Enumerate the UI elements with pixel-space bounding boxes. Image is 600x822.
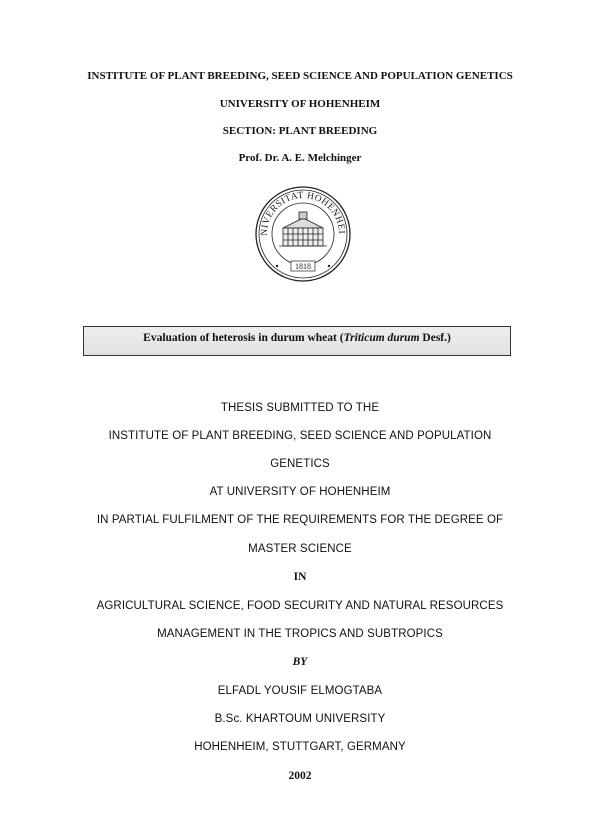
header-institute: INSTITUTE OF PLANT BREEDING, SEED SCIENCE AND POPULATION GENETICS	[87, 70, 513, 82]
header-professor: Prof. Dr. A. E. Melchinger	[238, 152, 362, 164]
thesis-title-species: Triticum durum	[343, 332, 420, 344]
submission-line-3: GENETICS	[270, 458, 330, 470]
submission-line-7: AGRICULTURAL SCIENCE, FOOD SECURITY AND NATURAL RESOURCES	[96, 600, 504, 612]
university-seal-icon	[253, 184, 353, 284]
submission-line-8: MANAGEMENT IN THE TROPICS AND SUBTROPICS	[157, 628, 443, 640]
header-section: SECTION: PLANT BREEDING	[222, 125, 378, 137]
seal-year: 1818	[295, 262, 311, 271]
submission-line-2: INSTITUTE OF PLANT BREEDING, SEED SCIENCE AND POPULATION	[108, 430, 492, 442]
submission-line-4: AT UNIVERSITY OF HOHENHEIM	[209, 486, 391, 498]
thesis-title	[83, 326, 511, 356]
submission-line-1: THESIS SUBMITTED TO THE	[220, 402, 380, 414]
submission-in: IN	[293, 571, 307, 583]
author-degree: B.Sc. KHARTOUM UNIVERSITY	[214, 713, 386, 725]
author-year: 2002	[288, 770, 312, 782]
submission-line-5: IN PARTIAL FULFILMENT OF THE REQUIREMENTS FOR THE DEGREE OF	[96, 514, 504, 526]
thesis-title-suffix: Desf.)	[419, 332, 451, 344]
submission-by: BY	[292, 656, 308, 668]
header-university: UNIVERSITY OF HOHENHEIM	[219, 98, 381, 110]
thesis-title-prefix: Evaluation of heterosis in durum wheat (	[143, 332, 344, 344]
svg-text:UNIVERSITAT HOHENHEIM: NIVERSITAT HOHENHEI	[259, 190, 347, 237]
submission-line-6: MASTER SCIENCE	[248, 543, 352, 555]
author-location: HOHENHEIM, STUTTGART, GERMANY	[194, 741, 406, 753]
author-name: ELFADL YOUSIF ELMOGTABA	[217, 685, 383, 697]
